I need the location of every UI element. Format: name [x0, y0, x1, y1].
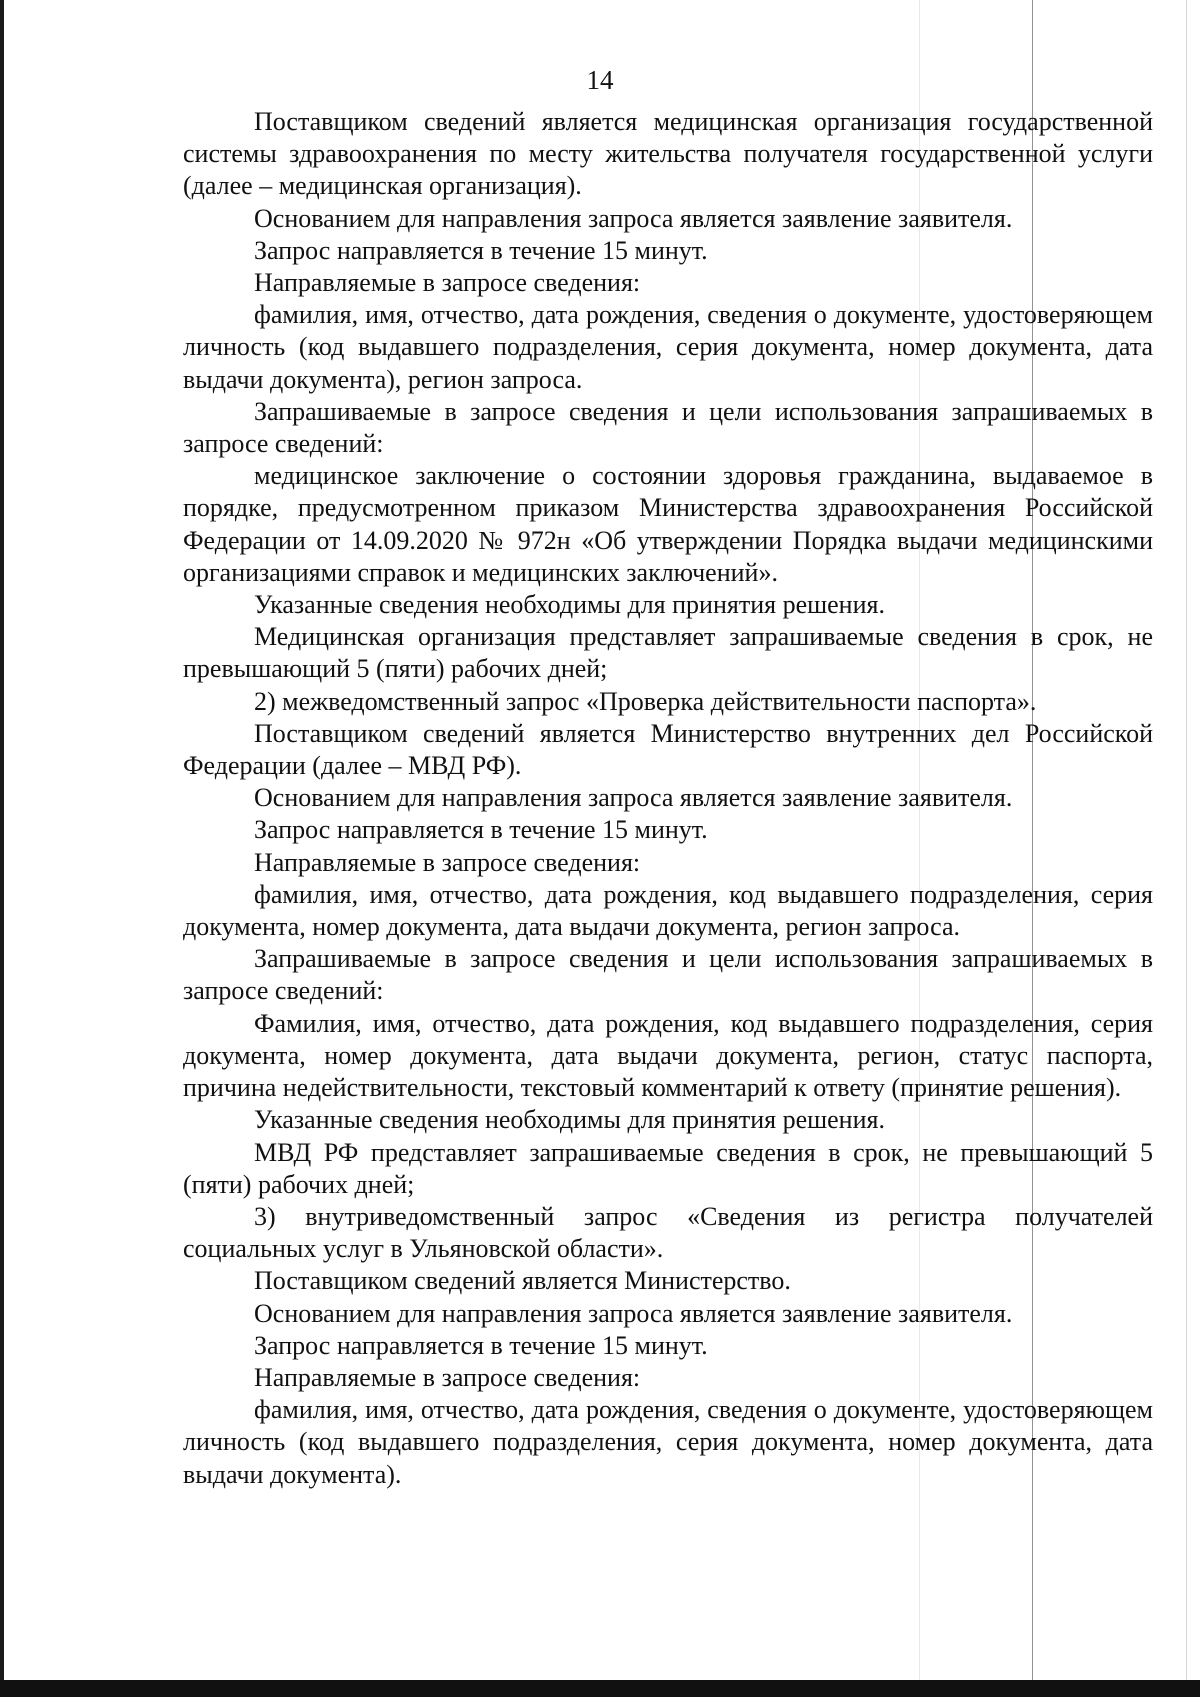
paragraph: фамилия, имя, отчество, дата рождения, код выдавшего подразделения, серия документа, номер документа, дата выдачи документа, регион запроса. [183, 879, 1153, 942]
paragraph: Запрос направляется в течение 15 минут. [254, 1330, 708, 1360]
scan-left-edge [0, 0, 4, 1697]
paragraph: 3) внутриведомственный запрос «Сведения из регистра получателей социальных услуг в Ульяновской области». [183, 1201, 1153, 1264]
paragraph: Направляемые в запросе сведения: [254, 268, 641, 298]
paragraph: Основанием для направления запроса является заявление заявителя. [254, 783, 1013, 813]
paragraph: МВД РФ представляет запрашиваемые сведения в срок, не превышающий 5 (пяти) рабочих дней; [183, 1137, 1153, 1199]
paragraph: Запрашиваемые в запросе сведения и цели использования запрашиваемых в запросе сведений: [183, 396, 1153, 459]
paragraph: медицинское заключение о состоянии здоровья гражданина, выдаваемое в порядке, предусмотренном приказом Министерства здравоохранения Российской Федерации от 14.09.2020 № 972н «Об утверждении Порядка выдачи медицинскими организациями справок и медицинских заключений». [183, 461, 1153, 587]
paragraph: фамилия, имя, отчество, дата рождения, сведения о документе, удостоверяющем личность (код выдавшего подразделения, серия документа, номер документа, дата выдачи документа), регион запроса. [183, 300, 1153, 394]
paragraph: Направляемые в запросе сведения: [254, 847, 641, 877]
paragraph: Поставщиком сведений является Министерство. [254, 1266, 791, 1296]
paragraph: 2) межведомственный запрос «Проверка действительности паспорта». [254, 686, 1037, 716]
paragraph: Запрос направляется в течение 15 минут. [254, 815, 708, 845]
paragraph: Фамилия, имя, отчество, дата рождения, код выдавшего подразделения, серия документа, номер документа, дата выдачи документа, регион, статус паспорта, причина недействительности, текстовый комментарий к ответу (принятие решения). [183, 1008, 1153, 1103]
paragraph: Указанные сведения необходимы для принятия решения. [254, 1105, 885, 1135]
scan-bottom-edge [0, 1680, 1200, 1697]
document-body [183, 106, 1153, 1491]
paragraph: Запрос направляется в течение 15 минут. [254, 235, 708, 265]
scan-artifact-line [1186, 0, 1187, 1680]
paragraph: Основанием для направления запроса является заявление заявителя. [254, 203, 1013, 233]
paragraph: Основанием для направления запроса является заявление заявителя. [254, 1298, 1013, 1328]
paragraph: Запрашиваемые в запросе сведения и цели использования запрашиваемых в запросе сведений: [183, 944, 1153, 1006]
paragraph: фамилия, имя, отчество, дата рождения, сведения о документе, удостоверяющем личность (код выдавшего подразделения, серия документа, номер документа, дата выдачи документа). [183, 1395, 1153, 1489]
paragraph: Медицинская организация представляет запрашиваемые сведения в срок, не превышающий 5 (пяти) рабочих дней; [183, 622, 1153, 684]
page-number: 14 [586, 65, 614, 95]
paragraph: Поставщиком сведений является Министерство внутренних дел Российской Федерации (далее – МВД РФ). [183, 718, 1153, 781]
paragraph: Указанные сведения необходимы для принятия решения. [254, 590, 885, 620]
paragraph: Поставщиком сведений является медицинская организация государственной системы здравоохранения по месту жительства получателя государственной услуги (далее – медицинская организация). [183, 107, 1153, 201]
paragraph: Направляемые в запросе сведения: [254, 1362, 641, 1392]
